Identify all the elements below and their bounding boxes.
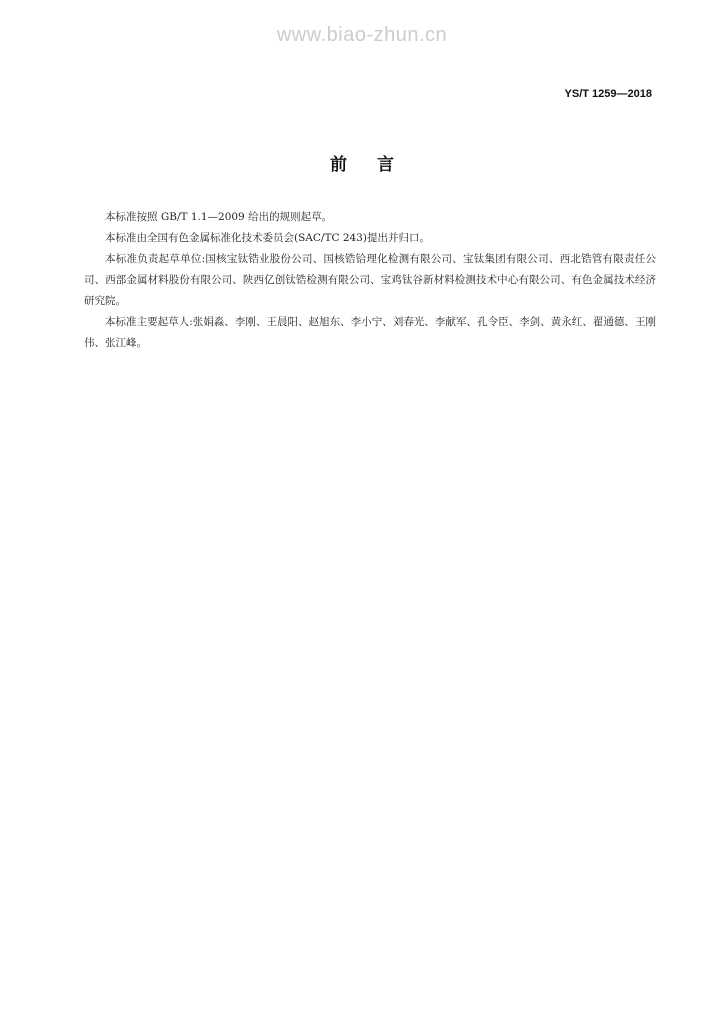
page-title: 前言 bbox=[330, 155, 424, 175]
paragraph-drafting-units: 本标准负责起草单位:国核宝钛锆业股份公司、国核锆铪理化检测有限公司、宝钛集团有限公司、西北锆管有限责任公司、西部金属材料股份有限公司、陕西亿创钛锆检测有限公司、宝鸡钛谷新材料检测技术中心有限公司、有色金属技术经济研究院。 bbox=[84, 253, 656, 307]
watermark-text: www.biao-zhun.cn bbox=[276, 24, 448, 46]
foreword-body bbox=[84, 207, 656, 354]
paragraph-proposer: 本标准由全国有色金属标准化技术委员会(SAC/TC 243)提出并归口。 bbox=[105, 232, 430, 244]
paragraph-drafters: 本标准主要起草人:张娟淼、李刚、王晨阳、赵旭东、李小宁、刘春光、李献军、孔令臣、李剑、黄永红、翟通德、王刚伟、张江峰。 bbox=[84, 316, 656, 349]
paragraph-drafting-rules: 本标准按照 GB/T 1.1—2009 给出的规则起草。 bbox=[105, 211, 333, 223]
standard-number: YS/T 1259—2018 bbox=[564, 88, 652, 100]
